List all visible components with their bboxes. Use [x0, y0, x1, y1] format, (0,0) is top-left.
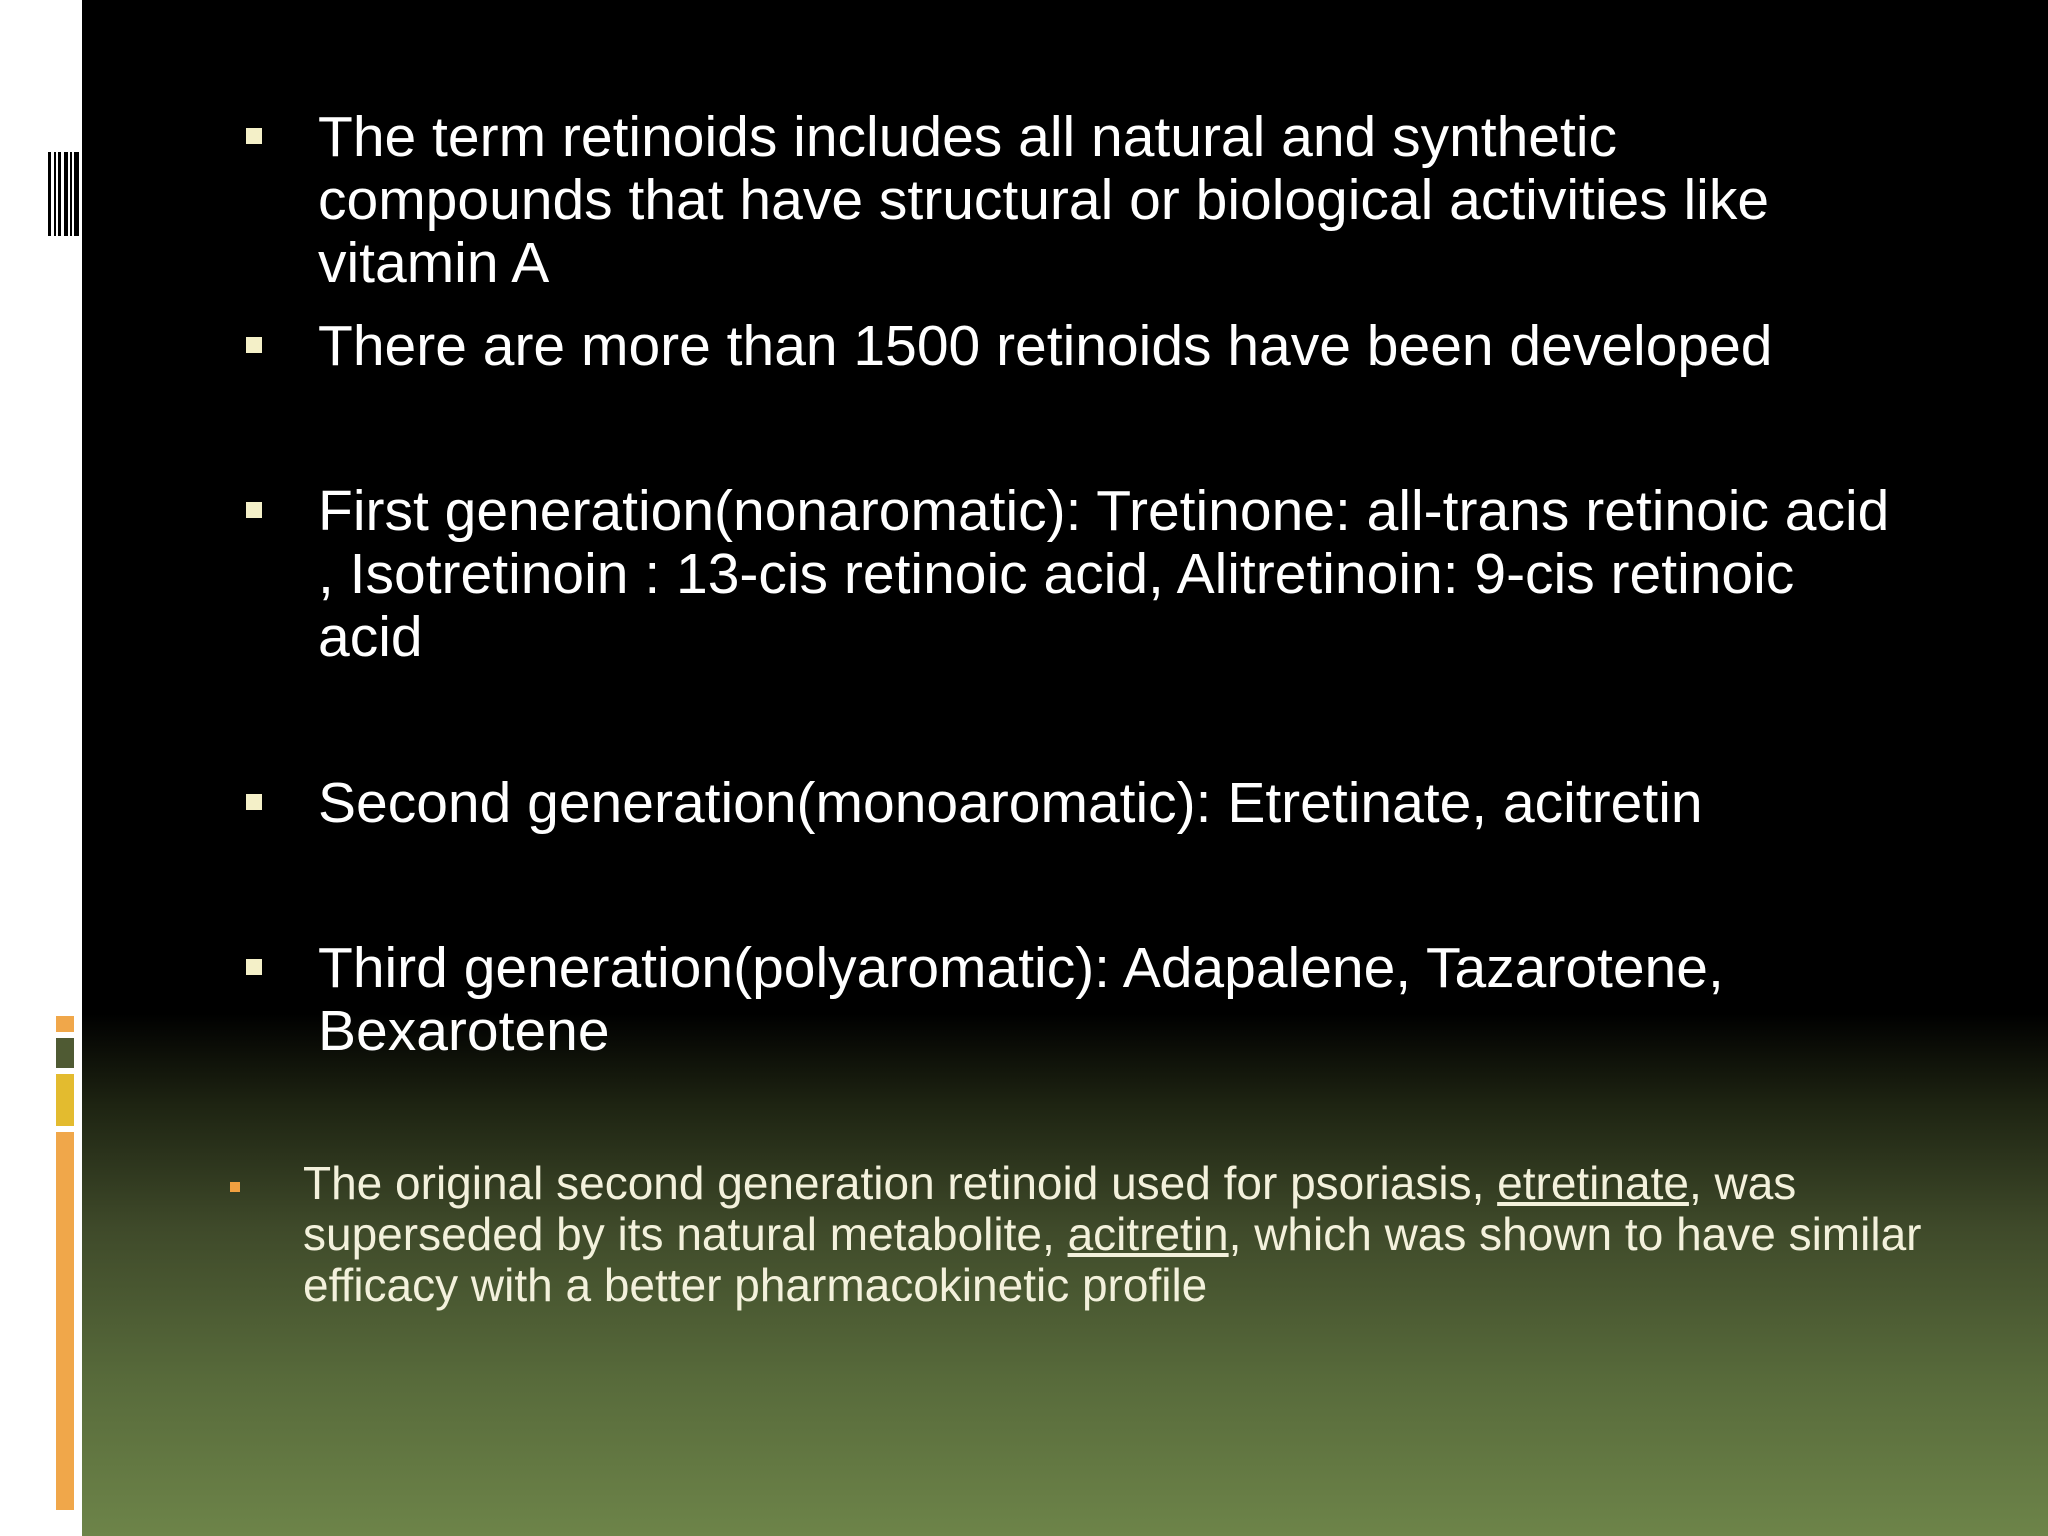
note-paragraph	[303, 1158, 1923, 1311]
note-text-2: , was superseded by its natural metabolite,	[303, 1157, 1797, 1260]
bullet-marker-icon	[246, 502, 262, 518]
bullet-text: There are more than 1500 retinoids have been developed	[318, 314, 1773, 378]
bullet-text: Third generation(polyaromatic): Adapalene, Tazarotene, Bexarotene	[318, 936, 1724, 1063]
bullet-text: Second generation(monoaromatic): Etretinate, acitretin	[318, 771, 1703, 835]
note-marker-icon	[230, 1182, 240, 1192]
bullet-marker-icon	[246, 959, 262, 975]
bullet-marker-icon	[246, 128, 262, 144]
note-text-1: The original second generation retinoid used for psoriasis,	[303, 1157, 1498, 1209]
bullet-text: First generation(nonaromatic): Tretinone: all-trans retinoic acid , Isotretinoin : 13-cis retinoic acid, Alitretinoin: 9-cis retinoic acid	[318, 479, 1890, 669]
bullet-marker-icon	[246, 337, 262, 353]
bullet-text: The term retinoids includes all natural and synthetic compounds that have structural or biological activities like vitamin A	[318, 105, 1770, 295]
etretinate-link[interactable]: etretinate	[1497, 1157, 1689, 1209]
bullet-marker-icon	[246, 794, 262, 810]
acitretin-link[interactable]: acitretin	[1067, 1208, 1229, 1260]
note-text-3: , which was shown to have similar efficacy with a better pharmacokinetic profile	[303, 1208, 1922, 1311]
